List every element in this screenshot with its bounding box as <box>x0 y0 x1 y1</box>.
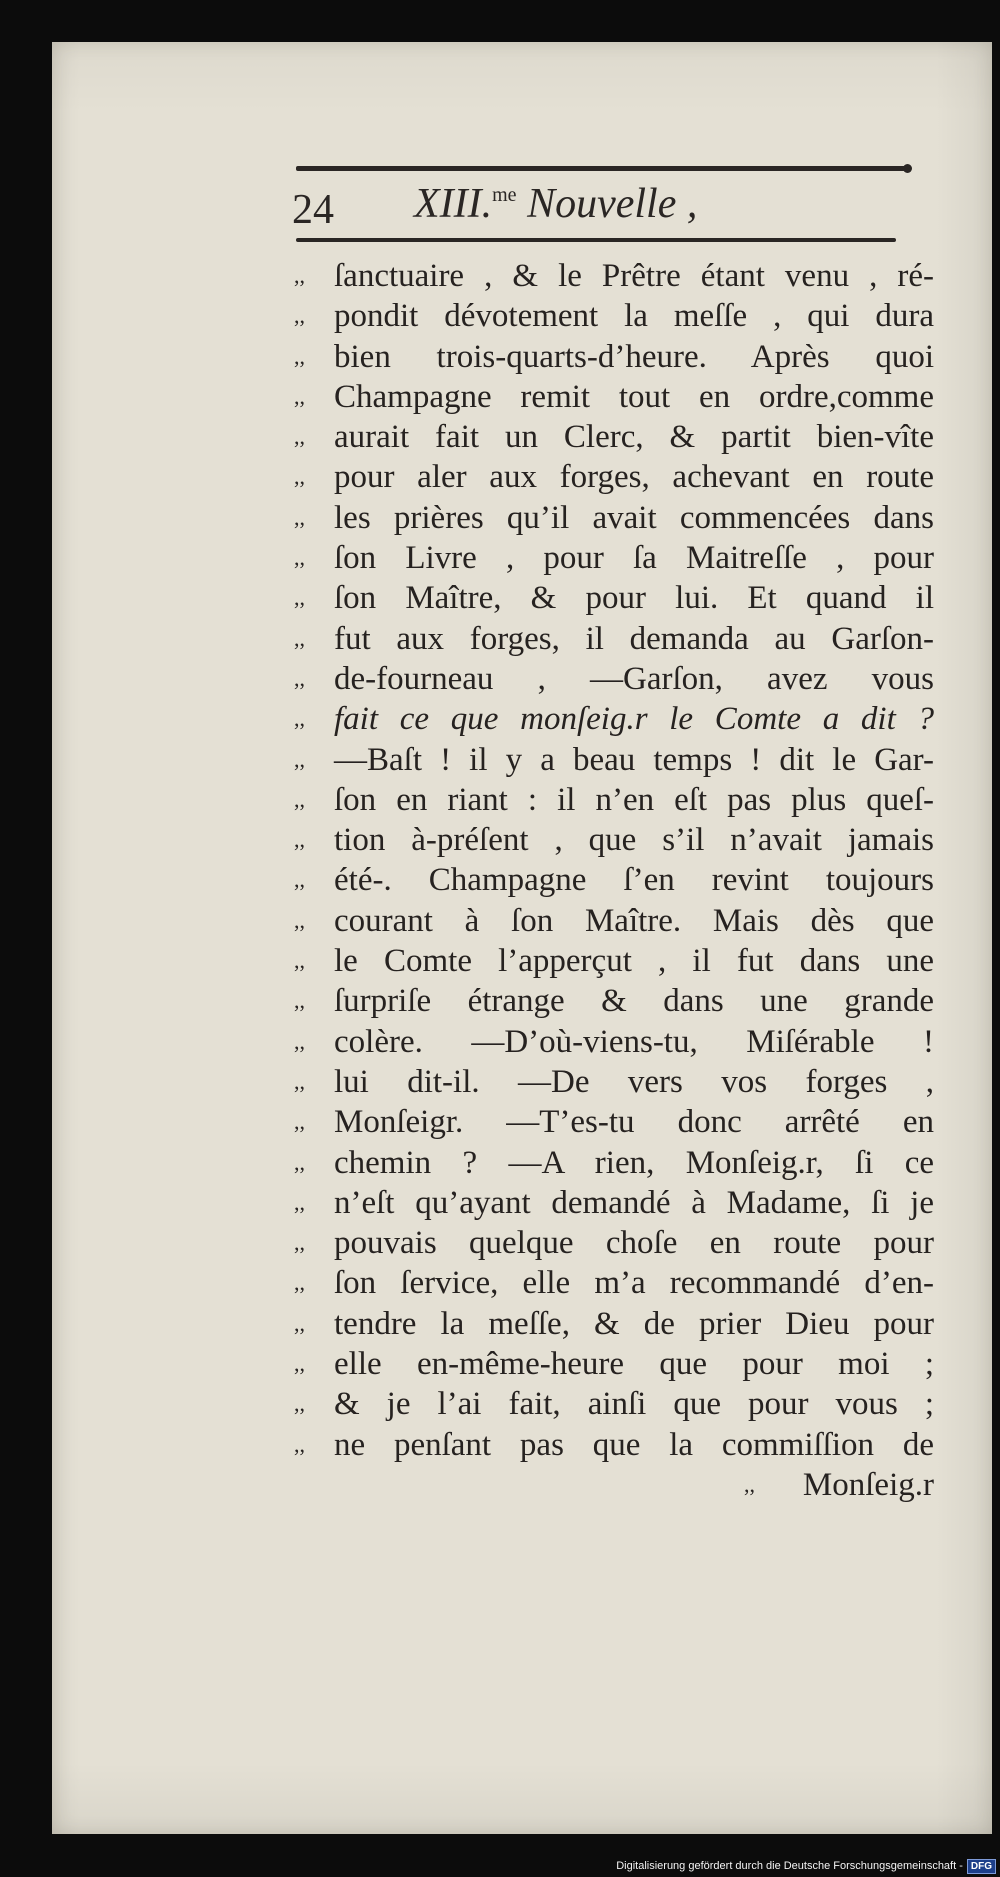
line-text: les prières qu’il avait commencées dans <box>334 499 934 536</box>
dfg-logo: DFG <box>967 1859 996 1874</box>
quote-mark: ,, <box>294 1149 305 1175</box>
text-line <box>294 256 934 296</box>
line-text: ſon Livre , pour ſa Maitreſſe , pour <box>334 540 934 577</box>
text-line <box>294 941 934 981</box>
text-line <box>294 538 934 578</box>
line-text: ſanctuaire , & le Prêtre étant venu , ré- <box>334 258 934 294</box>
quote-mark: ,, <box>294 504 305 530</box>
line-text: été-. Champagne ſ’en revint toujours <box>334 862 934 899</box>
text-line <box>294 860 934 900</box>
text-line <box>294 1304 934 1344</box>
quote-mark: ,, <box>294 1068 305 1094</box>
quote-mark: ,, <box>294 1431 305 1457</box>
line-text: lui dit-il. —De vers vos forges , <box>334 1063 934 1100</box>
quote-mark: ,, <box>294 907 305 933</box>
line-text: pour aler aux forges, achevant en route <box>334 459 934 496</box>
quote-mark: ,, <box>294 1270 305 1296</box>
line-text: ſon ſervice, elle m’a recommandé d’en- <box>334 1265 934 1302</box>
quote-mark: ,, <box>294 303 305 329</box>
quote-mark: ,, <box>294 867 305 893</box>
text-line <box>294 1465 934 1505</box>
quote-mark: ,, <box>294 827 305 853</box>
text-line <box>294 498 934 538</box>
quote-mark: ,, <box>294 988 305 1014</box>
text-line <box>294 981 934 1021</box>
text-line <box>294 1143 934 1183</box>
line-text: courant à ſon Maître. Mais dès que <box>334 902 934 939</box>
text-line <box>294 740 934 780</box>
running-head <box>292 180 932 240</box>
quote-mark: ,, <box>294 585 305 611</box>
body-text <box>294 256 934 1505</box>
text-line <box>294 699 934 739</box>
digitization-footer <box>604 1858 996 1874</box>
text-line <box>294 1062 934 1102</box>
text-line <box>294 659 934 699</box>
quote-mark: ,, <box>294 786 305 812</box>
line-text: ſurpriſe étrange & dans une grande <box>334 983 934 1020</box>
text-line <box>294 1223 934 1263</box>
quote-mark: ,, <box>294 1391 305 1417</box>
quote-mark: ,, <box>294 665 305 691</box>
text-line <box>294 901 934 941</box>
quote-mark: ,, <box>294 706 305 732</box>
text-line <box>294 1102 934 1142</box>
chapter-superscript: me <box>492 184 517 206</box>
header-rule-top <box>296 166 908 171</box>
quote-mark: ,, <box>294 343 305 369</box>
line-text: aurait fait un Clerc, & partit bien-vîte <box>334 419 934 456</box>
line-text: Monſeig.r <box>802 1466 934 1503</box>
quote-mark: ,, <box>294 625 305 651</box>
text-line <box>294 457 934 497</box>
quote-mark: ,, <box>294 263 305 288</box>
line-text: le Comte l’apperçut , il fut dans une <box>334 943 934 980</box>
quote-mark: ,, <box>294 424 305 450</box>
line-text: n’eſt qu’ayant demandé à Madame, ſi je <box>334 1184 934 1221</box>
line-text: tion à-préſent , que s’il n’avait jamais <box>334 822 934 859</box>
line-text: chemin ? —A rien, Monſeig.r, ſi ce <box>334 1144 934 1181</box>
footer-text: Digitalisierung gefördert durch die Deutsche Forschungsgemeinschaft - <box>616 1860 963 1872</box>
line-text: tendre la meſſe, & de prier Dieu pour <box>334 1305 934 1342</box>
quote-mark: ,, <box>294 948 305 974</box>
text-line <box>294 417 934 457</box>
line-text: fut aux forges, il demanda au Garſon- <box>334 620 934 657</box>
quote-mark: ,, <box>294 1028 305 1054</box>
quote-mark: ,, <box>294 746 305 772</box>
line-text: fait ce que monſeig.r le Comte a dit ? <box>334 701 934 738</box>
quote-mark: ,, <box>294 1189 305 1215</box>
quote-mark: ,, <box>294 1310 305 1336</box>
chapter-title: Nouvelle , <box>516 181 698 227</box>
chapter-heading <box>414 180 697 228</box>
quote-mark: ,, <box>294 383 305 409</box>
text-line <box>294 1425 934 1465</box>
chapter-numeral: XIII. <box>414 181 493 227</box>
line-text: elle en-même-heure que pour moi ; <box>334 1346 934 1383</box>
quote-mark: ,, <box>744 1471 755 1497</box>
line-text: de-fourneau , —Garſon, avez vous <box>334 660 934 697</box>
line-text: Champagne remit tout en ordre,comme <box>334 378 934 415</box>
line-text: —Baſt ! il y a beau temps ! dit le Gar- <box>334 741 934 778</box>
text-line <box>294 1384 934 1424</box>
text-line <box>294 1263 934 1303</box>
text-line <box>294 578 934 618</box>
text-line <box>294 1022 934 1062</box>
text-line <box>294 619 934 659</box>
quote-mark: ,, <box>294 1109 305 1135</box>
line-text: & je l’ai fait, ainſi que pour vous ; <box>334 1386 934 1423</box>
line-text: pondit dévotement la meſſe , qui dura <box>334 298 934 335</box>
quote-mark: ,, <box>294 1230 305 1256</box>
text-line <box>294 337 934 377</box>
page-number: 24 <box>292 187 334 233</box>
quote-mark: ,, <box>294 464 305 490</box>
line-text: pouvais quelque choſe en route pour <box>334 1225 934 1262</box>
line-text: ſon en riant : il n’en eſt pas plus queſ- <box>334 781 934 818</box>
text-line <box>294 1344 934 1384</box>
line-text: bien trois-quarts-d’heure. Après quoi <box>334 338 934 375</box>
text-line <box>294 820 934 860</box>
text-line <box>294 780 934 820</box>
line-text: ne penſant pas que la commiſſion de <box>334 1426 934 1463</box>
line-text: ſon Maître, & pour lui. Et quand il <box>334 580 934 617</box>
text-line <box>294 1183 934 1223</box>
line-text: colère. —D’où-viens-tu, Miſérable ! <box>334 1023 934 1060</box>
text-line <box>294 296 934 336</box>
header-rule-bottom <box>296 238 896 242</box>
text-line <box>294 377 934 417</box>
quote-mark: ,, <box>294 545 305 571</box>
line-text: Monſeigr. —T’es-tu donc arrêté en <box>334 1104 934 1141</box>
quote-mark: ,, <box>294 1351 305 1377</box>
